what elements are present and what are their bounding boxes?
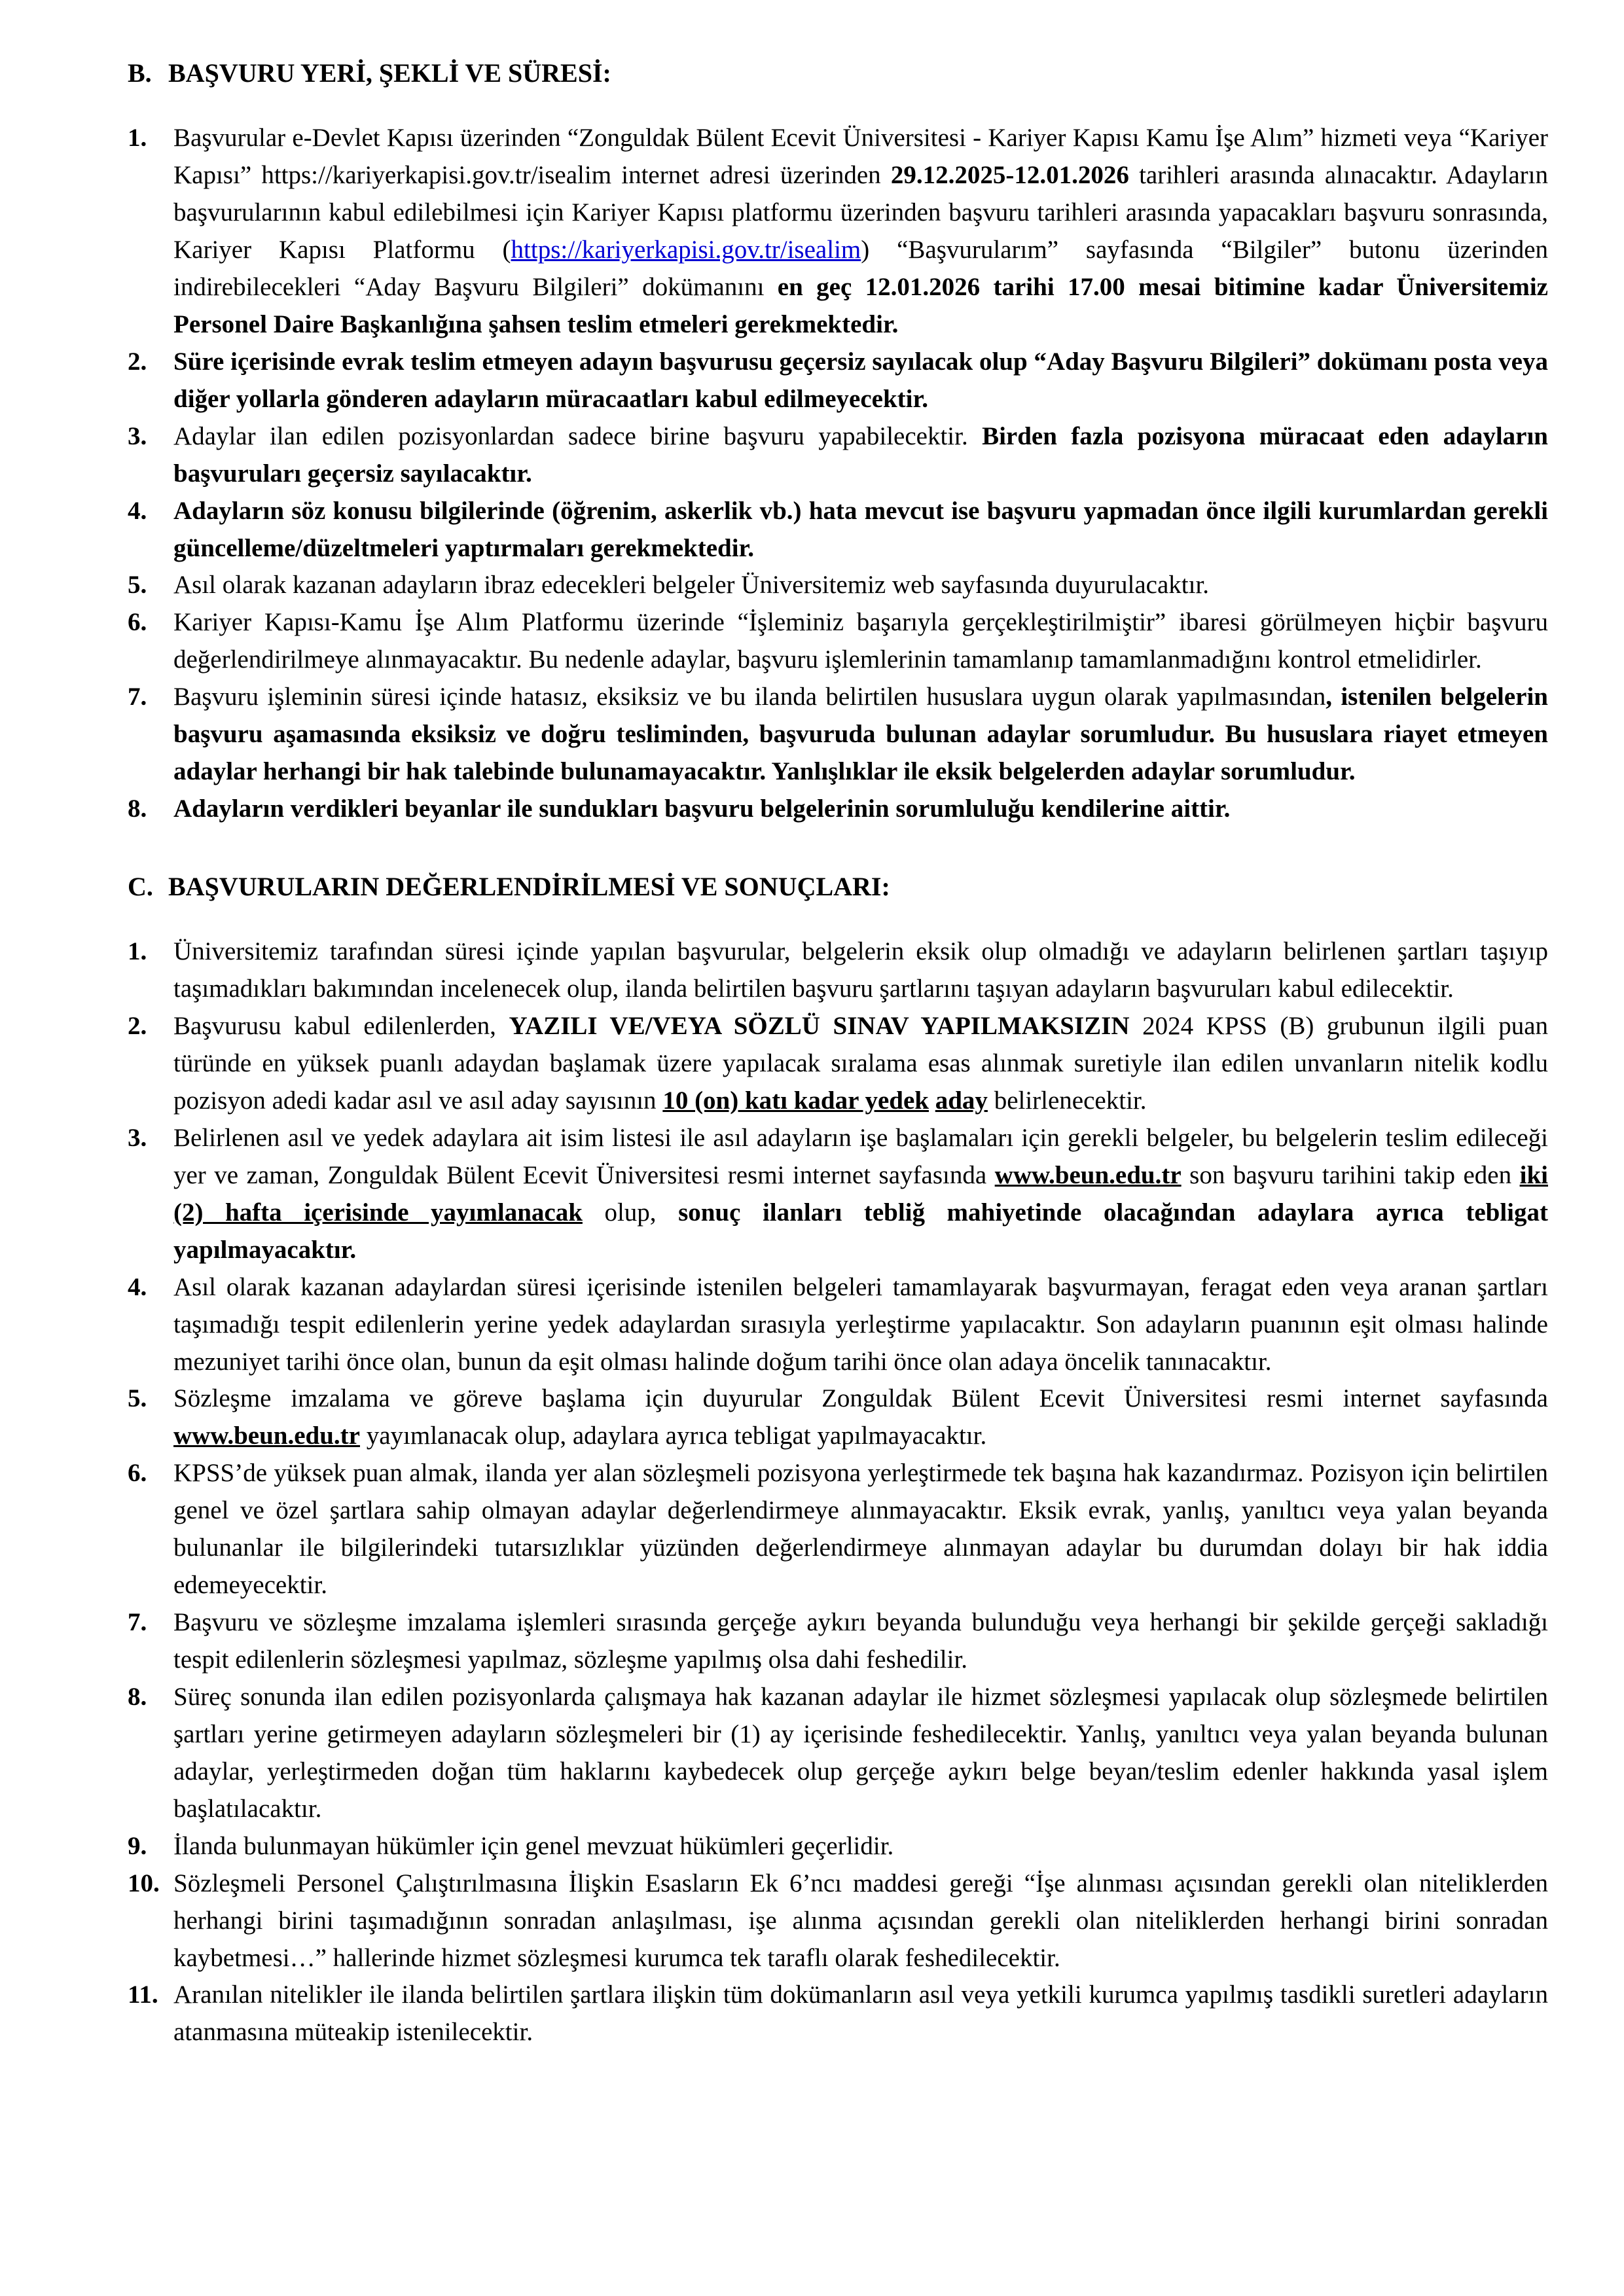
spacer — [128, 902, 1548, 933]
list-item-text: Sözleşme imzalama ve göreve başlama için duyurular Zonguldak Bülent Ecevit Üniversitesi resmi internet sayfasında www.beun.edu.tr yayımlanacak olup, adaylara ayrıca tebligat yapılmayacaktır. — [173, 1384, 1548, 1450]
spacer — [128, 828, 1548, 871]
list-item — [128, 493, 1548, 567]
list-item — [128, 1679, 1548, 1828]
list-item — [128, 679, 1548, 791]
list-item-marker: 2. — [128, 347, 147, 376]
list-item-marker: 3. — [128, 1123, 147, 1152]
list-item-marker: 7. — [128, 683, 147, 711]
list-item — [128, 418, 1548, 493]
list-item-text: Başvurular e-Devlet Kapısı üzerinden “Zonguldak Bülent Ecevit Üniversitesi - Kariyer Kapısı Kamu İşe Alım” hizmeti veya “Kariyer Kapısı” https://kariyerkapisi.gov.tr/isealim internet adresi üzerinden 29.12.2025-12.01.2026 tarihleri arasında alınacaktır. Adayların başvurularının kabul edilebilmesi için Kariyer Kapısı platformu üzerinden başvuru tarihleri arasında yapacakları başvuru sonrasında, Kariyer Kapısı Platformu (https://kariyerkapisi.gov.tr/isealim) “Başvurularım” sayfasında “Bilgiler” butonu üzerinden indirebilecekleri “Aday Başvuru Bilgileri” dokümanını en geç 12.01.2026 tarihi 17.00 mesai bitimine kadar Üniversitemiz Personel Daire Başkanlığına şahsen teslim etmeleri gerekmektedir. — [173, 124, 1549, 338]
list-item-text: Belirlenen asıl ve yedek adaylara ait isim listesi ile asıl adayların işe başlamaları için gerekli belgeler, bu belgelerin teslim edileceği yer ve zaman, Zonguldak Bülent Ecevit Üniversitesi resmi internet sayfasında www.beun.edu.tr son başvuru tarihini takip eden iki (2) hafta içerisinde yayımlanacak olup, sonuç ilanları tebliğ mahiyetinde olacağından adaylara ayrıca tebligat yapılmayacaktır. — [173, 1123, 1548, 1264]
spacer — [128, 88, 1548, 120]
list-item-text: Başvuru ve sözleşme imzalama işlemleri sırasında gerçeğe aykırı beyanda bulunduğu veya herhangi bir şekilde gerçeği sakladığı tespit edilenlerin sözleşmesi yapılmaz, sözleşme yapılmış olsa dahi feshedilir. — [173, 1608, 1548, 1674]
list-item — [128, 120, 1548, 344]
list-item-marker: 5. — [128, 571, 147, 600]
list-item — [128, 1865, 1548, 1977]
list-item-marker: 1. — [128, 124, 147, 152]
list-item — [128, 344, 1548, 418]
list-item-text: Sözleşmeli Personel Çalıştırılmasına İlişkin Esasların Ek 6’ncı maddesi gereği “İşe alınması açısından gerekli olan niteliklerden herhangi birini taşımadığının sonradan anlaşılması, işe alınma açısından gerekli olan niteliklerden herhangi birini sonradan kaybetmesi…” hallerinde hizmet sözleşmesi kurumca tek taraflı olarak feshedilecektir. — [173, 1869, 1548, 1972]
list-item-marker: 1. — [128, 937, 147, 966]
list-item-text: Kariyer Kapısı-Kamu İşe Alım Platformu üzerinde “İşleminiz başarıyla gerçekleştirilmiştir” ibaresi görülmeyen hiçbir başvuru değerlendirilmeye alınmayacaktır. Bu nedenle adaylar, başvuru işlemlerinin tamamlanıp tamamlanmadığını kontrol etmelidirler. — [173, 608, 1548, 674]
list-item-marker: 7. — [128, 1608, 147, 1637]
section-c-list — [128, 933, 1548, 2051]
list-item-text: İlanda bulunmayan hükümler için genel mevzuat hükümleri geçerlidir. — [173, 1831, 894, 1860]
list-item-text: Adaylar ilan edilen pozisyonlardan sadece birine başvuru yapabilecektir. Birden fazla pozisyona müracaat eden adayların başvuruları geçersiz sayılacaktır. — [173, 422, 1548, 488]
list-item-text: Adayların verdikleri beyanlar ile sundukları başvuru belgelerinin sorumluluğu kendilerine aittir. — [173, 795, 1231, 823]
list-item — [128, 1380, 1548, 1455]
list-item-marker: 10. — [128, 1869, 160, 1897]
list-item-text: Aranılan nitelikler ile ilanda belirtilen şartlara ilişkin tüm dokümanların asıl veya yetkili kurumca yapılmış tasdikli suretleri adayların atanmasına müteakip istenilecektir. — [173, 1981, 1548, 2047]
list-item-marker: 11. — [128, 1981, 158, 2009]
list-item-text: Süre içerisinde evrak teslim etmeyen adayın başvurusu geçersiz sayılacak olup “Aday Başvuru Bilgileri” dokümanı posta veya diğer yollarla gönderen adayların müracaatları kabul edilmeyecektir. — [173, 347, 1548, 413]
section-letter-b: B. — [128, 58, 152, 88]
list-item-marker: 2. — [128, 1012, 147, 1041]
list-item — [128, 1977, 1548, 2051]
list-item-marker: 6. — [128, 1459, 147, 1488]
list-item-marker: 6. — [128, 608, 147, 637]
list-item-text: Adayların söz konusu bilgilerinde (öğrenim, askerlik vb.) hata mevcut ise başvuru yapmadan önce ilgili kurumlardan gerekli güncelleme/düzeltmeleri yaptırmaları gerekmektedir. — [173, 496, 1548, 562]
list-item-marker: 4. — [128, 1272, 147, 1301]
list-item-marker: 5. — [128, 1384, 147, 1413]
list-item-marker: 8. — [128, 795, 147, 823]
section-title-c: BAŞVURULARIN DEĞERLENDİRİLMESİ VE SONUÇLARI: — [168, 872, 890, 901]
list-item — [128, 933, 1548, 1008]
section-title-b: BAŞVURU YERİ, ŞEKLİ VE SÜRESİ: — [168, 58, 611, 88]
section-letter-c: C. — [128, 872, 153, 901]
list-item-text: Asıl olarak kazanan adaylardan süresi içerisinde istenilen belgeleri tamamlayarak başvurmayan, feragat eden veya aranan şartları taşımadığı tespit edilenlerin yerine yedek adaylardan sırasıyla yerleştirme yapılacaktır. Son adayların puanının eşit olması halinde mezuniyet tarihi önce olan, bunun da eşit olması halinde doğum tarihi önce olan adaya öncelik tanınacaktır. — [173, 1272, 1548, 1376]
list-item-text: Üniversitemiz tarafından süresi içinde yapılan başvurular, belgelerin eksik olup olmadığı ve adayların belirlenen şartları taşıyıp taşımadıkları bakımından incelenecek olup, ilanda belirtilen başvuru şartlarını taşıyan adayların başvuruları kabul edilecektir. — [173, 937, 1548, 1003]
list-item-text: Asıl olarak kazanan adayların ibraz edecekleri belgeler Üniversitemiz web sayfasında duyurulacaktır. — [173, 571, 1210, 600]
list-item — [128, 1455, 1548, 1604]
list-item — [128, 567, 1548, 604]
list-item-text: Süreç sonunda ilan edilen pozisyonlarda çalışmaya hak kazanan adaylar ile hizmet sözleşmesi yapılacak olup sözleşmede belirtilen şartları yerine getirmeyen adayların sözleşmeleri bir (1) ay içerisinde feshedilecektir. Yanlış, yanıltıcı veya yalan beyanda bulunan adaylar, yerleştirmeden doğan tüm haklarını kaybedecek olup gerçeğe aykırı belge beyan/teslim edenler hakkında yasal işlem başlatılacaktır. — [173, 1682, 1548, 1823]
list-item-marker: 3. — [128, 422, 147, 450]
list-item — [128, 604, 1548, 679]
list-item-text: Başvurusu kabul edilenlerden, YAZILI VE/VEYA SÖZLÜ SINAV YAPILMAKSIZIN 2024 KPSS (B) grubunun ilgili puan türünde en yüksek puanlı adaydan başlamak üzere yapılacak sıralama esas alınmak suretiyle ilan edilen unvanların nitelik kodlu pozisyon adedi kadar asıl ve asıl aday sayısının 10 (on) katı kadar yedek aday belirlenecektir. — [173, 1012, 1549, 1115]
list-item — [128, 1269, 1548, 1381]
list-item-marker: 9. — [128, 1831, 147, 1860]
list-item-marker: 4. — [128, 496, 147, 525]
list-item-text: Başvuru işleminin süresi içinde hatasız, eksiksiz ve bu ilanda belirtilen hususlara uygun olarak yapılmasından, istenilen belgelerin başvuru aşamasında eksiksiz ve doğru tesliminden, başvuruda bulunan adaylar sorumludur. Bu hususlara riayet etmeyen adaylar herhangi bir hak talebinde bulunamayacaktır. Yanlışlıklar ile eksik belgelerden adaylar sorumludur. — [173, 683, 1548, 786]
list-item-text: KPSS’de yüksek puan almak, ilanda yer alan sözleşmeli pozisyona yerleştirmede tek başına hak kazandırmaz. Pozisyon için belirtilen genel ve özel şartlara sahip olmayan adaylar değerlendirmeye alınmayacaktır. Eksik evrak, yanlış, yanıltıcı veya yalan beyanda bulunanlar ile bilgilerindeki tutarsızlıklar yüzünden değerlendirmeye alınmayan adaylar bu durumdan dolayı bir hak iddia edemeyecektir. — [173, 1459, 1548, 1600]
section-b-list — [128, 120, 1548, 828]
list-item-marker: 8. — [128, 1682, 147, 1711]
section-heading-c — [128, 871, 1548, 902]
section-heading-b — [128, 58, 1548, 88]
list-item — [128, 791, 1548, 828]
list-item — [128, 1828, 1548, 1865]
list-item — [128, 1120, 1548, 1269]
list-item — [128, 1008, 1548, 1120]
list-item — [128, 1604, 1548, 1679]
kariyer-kapisi-link[interactable]: https://kariyerkapisi.gov.tr/isealim — [511, 236, 861, 264]
